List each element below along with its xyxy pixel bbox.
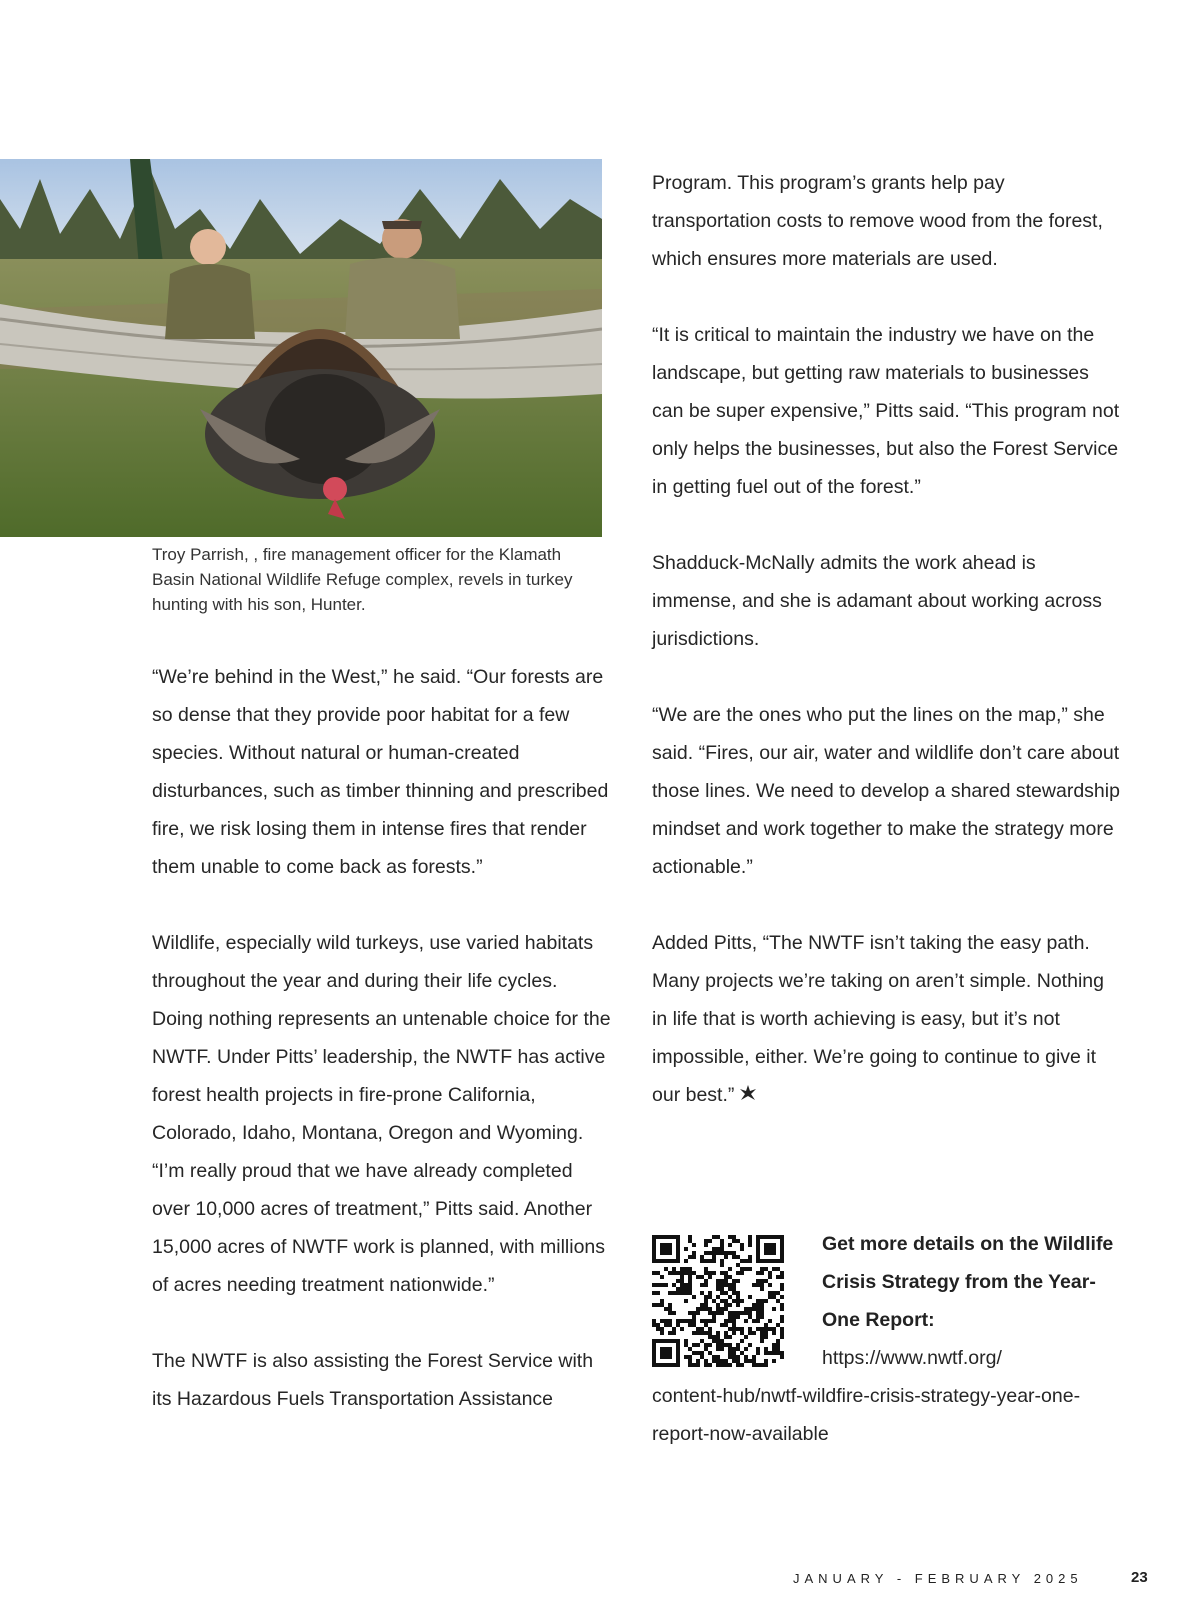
qr-link-part-2[interactable]: content-hub/nwtf-wildfire-crisis-strategy-year-one-report-now-available xyxy=(652,1385,1081,1445)
paragraph: The NWTF is also assisting the Forest Service with its Hazardous Fuels Transportation Assistance xyxy=(152,1350,594,1410)
paragraph: “It is critical to maintain the industry we have on the landscape, but getting raw materials to businesses can be super expensive,” Pitts said. “This program not only helps the businesses, but also the Forest Service in getting fuel out of the forest.” xyxy=(652,324,1120,498)
paragraph: Wildlife, especially wild turkeys, use varied habitats throughout the year and during their life cycles. Doing nothing represents an untenable choice for the NWTF. Under Pitts’ leadership, the NWTF has active forest health projects in fire-prone California, Colorado, Idaho, Montana, Oregon and Wyoming. “I’m really proud that we have already completed over 10,000 acres of treatment,” Pitts said. Another 15,000 acres of NWTF work is planned, with millions of acres needing treatment nationwide.” xyxy=(152,932,611,1296)
paragraph: Shadduck-McNally admits the work ahead is immense, and she is adamant about working across jurisdictions. xyxy=(652,552,1102,650)
turkey-hunt-photo xyxy=(0,159,602,537)
turkey-logo-icon xyxy=(738,1078,758,1116)
right-column xyxy=(652,164,1122,1154)
photo-caption: Troy Parrish, , fire management officer for the Klamath Basin National Wildlife Refuge complex, revels in turkey hunting with his son, Hunter. xyxy=(152,545,573,614)
paragraph: Program. This program’s grants help pay transportation costs to remove wood from the forest, which ensures more materials are used. xyxy=(652,172,1103,270)
qr-heading: Get more details on the Wildlife Crisis Strategy from the Year-One Report: xyxy=(822,1233,1114,1331)
qr-code-icon[interactable] xyxy=(652,1235,784,1367)
page-number: 23 xyxy=(1131,1569,1148,1586)
paragraph-final-text: Added Pitts, “The NWTF isn’t taking the easy path. Many projects we’re taking on aren’t simple. Nothing in life that is worth achieving is easy, but it’s not impossible, either. We’re going to continue to give it our best.” xyxy=(652,932,1104,1106)
paragraph: “We are the ones who put the lines on the map,” she said. “Fires, our air, water and wildlife don’t care about those lines. We need to develop a shared stewardship mindset and work together to make the strategy more actionable.” xyxy=(652,704,1120,878)
qr-link-part-1[interactable]: https://www.nwtf.org/ xyxy=(822,1347,1002,1369)
left-column xyxy=(152,658,612,1456)
article-photo xyxy=(0,159,602,537)
issue-date: JANUARY - FEBRUARY 2025 xyxy=(793,1571,1083,1586)
paragraph-final xyxy=(652,924,1122,1116)
paragraph: “We’re behind in the West,” he said. “Our forests are so dense that they provide poor habitat for a few species. Without natural or human-created disturbances, such as timber thinning and prescribed fire, we risk losing them in intense fires that render them unable to come back as forests.” xyxy=(152,666,609,878)
